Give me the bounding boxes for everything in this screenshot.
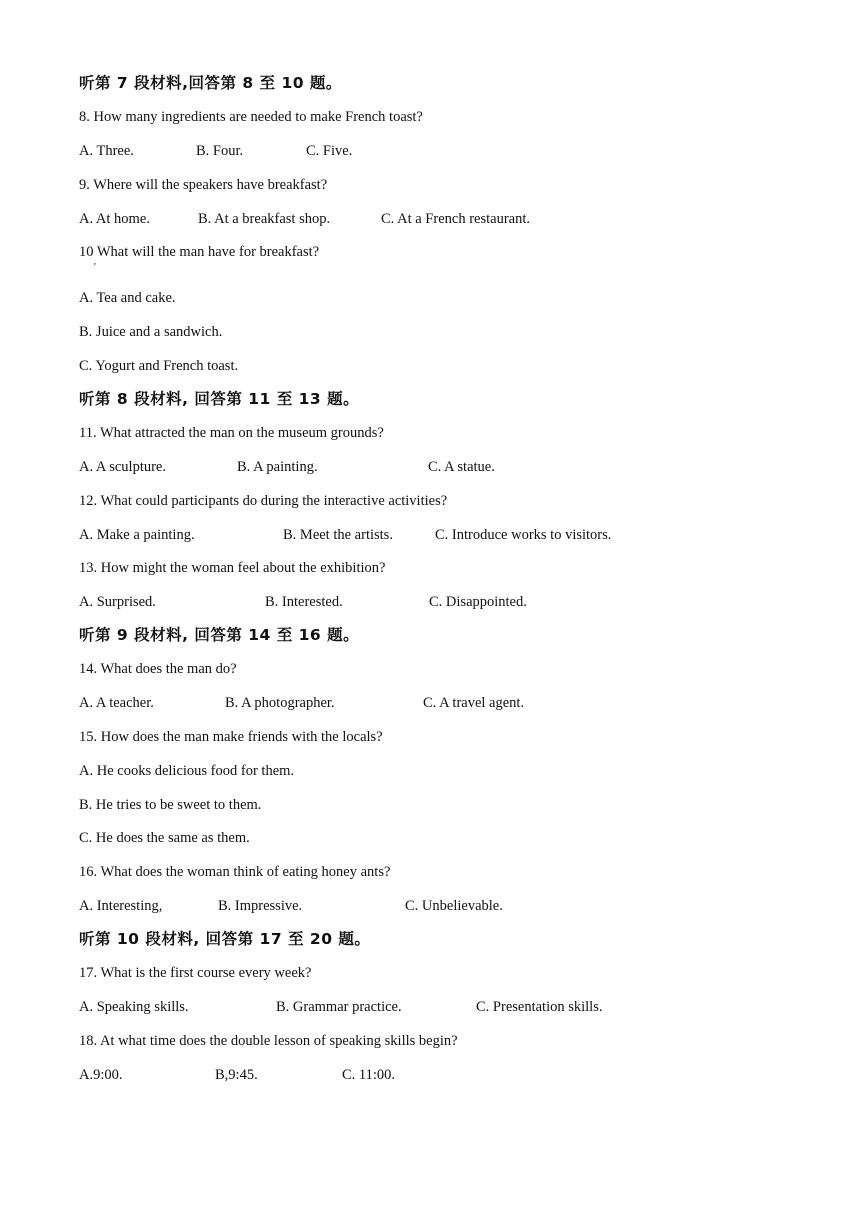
- q12-option-c: C. Introduce works to visitors.: [435, 527, 612, 543]
- question-15: 15. How does the man make friends with the locals?: [79, 729, 383, 745]
- q13-option-c: C. Disappointed.: [429, 594, 527, 610]
- q9-option-a: A. At home.: [79, 211, 150, 227]
- q8-option-c: C. Five.: [306, 143, 353, 159]
- stray-mark: ': [94, 262, 96, 273]
- q14-option-c: C. A travel agent.: [423, 695, 525, 711]
- q18-option-b: B,9:45.: [215, 1067, 258, 1083]
- q10-option-b: B. Juice and a sandwich.: [79, 324, 223, 340]
- q13-option-b: B. Interested.: [265, 594, 343, 610]
- q11-option-b: B. A painting.: [237, 459, 318, 475]
- section-heading-9: 听第 9 段材料, 回答第 14 至 16 题。: [79, 626, 360, 644]
- q11-option-a: A. A sculpture.: [79, 459, 166, 475]
- question-14: 14. What does the man do?: [79, 661, 237, 677]
- q17-option-c: C. Presentation skills.: [476, 999, 603, 1015]
- q10-option-c: C. Yogurt and French toast.: [79, 358, 239, 374]
- question-9: 9. Where will the speakers have breakfast?: [79, 177, 328, 193]
- q12-option-a: A. Make a painting.: [79, 527, 195, 543]
- question-18: 18. At what time does the double lesson of speaking skills begin?: [79, 1033, 458, 1049]
- q16-option-c: C. Unbelievable.: [405, 898, 503, 914]
- question-11: 11. What attracted the man on the museum grounds?: [79, 425, 384, 441]
- q15-option-a: A. He cooks delicious food for them.: [79, 763, 295, 779]
- q10-option-a: A. Tea and cake.: [79, 290, 176, 306]
- q9-option-c: C. At a French restaurant.: [381, 211, 530, 227]
- q17-option-b: B. Grammar practice.: [276, 999, 402, 1015]
- q18-option-a: A.9:00.: [79, 1067, 123, 1083]
- q12-option-b: B. Meet the artists.: [283, 527, 393, 543]
- question-8: 8. How many ingredients are needed to make French toast?: [79, 109, 423, 125]
- q14-option-b: B. A photographer.: [225, 695, 335, 711]
- q15-option-b: B. He tries to be sweet to them.: [79, 797, 262, 813]
- question-10: 10 What will the man have for breakfast?: [79, 244, 320, 260]
- section-heading-7: 听第 7 段材料,回答第 8 至 10 题。: [79, 74, 342, 92]
- q8-option-a: A. Three.: [79, 143, 134, 159]
- q9-option-b: B. At a breakfast shop.: [198, 211, 331, 227]
- question-16: 16. What does the woman think of eating honey ants?: [79, 864, 391, 880]
- question-12: 12. What could participants do during the interactive activities?: [79, 493, 448, 509]
- question-13: 13. How might the woman feel about the exhibition?: [79, 560, 386, 576]
- section-heading-8: 听第 8 段材料, 回答第 11 至 13 题。: [79, 390, 360, 408]
- q11-option-c: C. A statue.: [428, 459, 495, 475]
- q18-option-c: C. 11:00.: [342, 1067, 396, 1083]
- section-heading-10: 听第 10 段材料, 回答第 17 至 20 题。: [79, 930, 371, 948]
- question-17: 17. What is the first course every week?: [79, 965, 312, 981]
- q15-option-c: C. He does the same as them.: [79, 830, 250, 846]
- q16-option-a: A. Interesting,: [79, 898, 163, 914]
- q17-option-a: A. Speaking skills.: [79, 999, 189, 1015]
- q8-option-b: B. Four.: [196, 143, 244, 159]
- q13-option-a: A. Surprised.: [79, 594, 156, 610]
- q14-option-a: A. A teacher.: [79, 695, 154, 711]
- q16-option-b: B. Impressive.: [218, 898, 303, 914]
